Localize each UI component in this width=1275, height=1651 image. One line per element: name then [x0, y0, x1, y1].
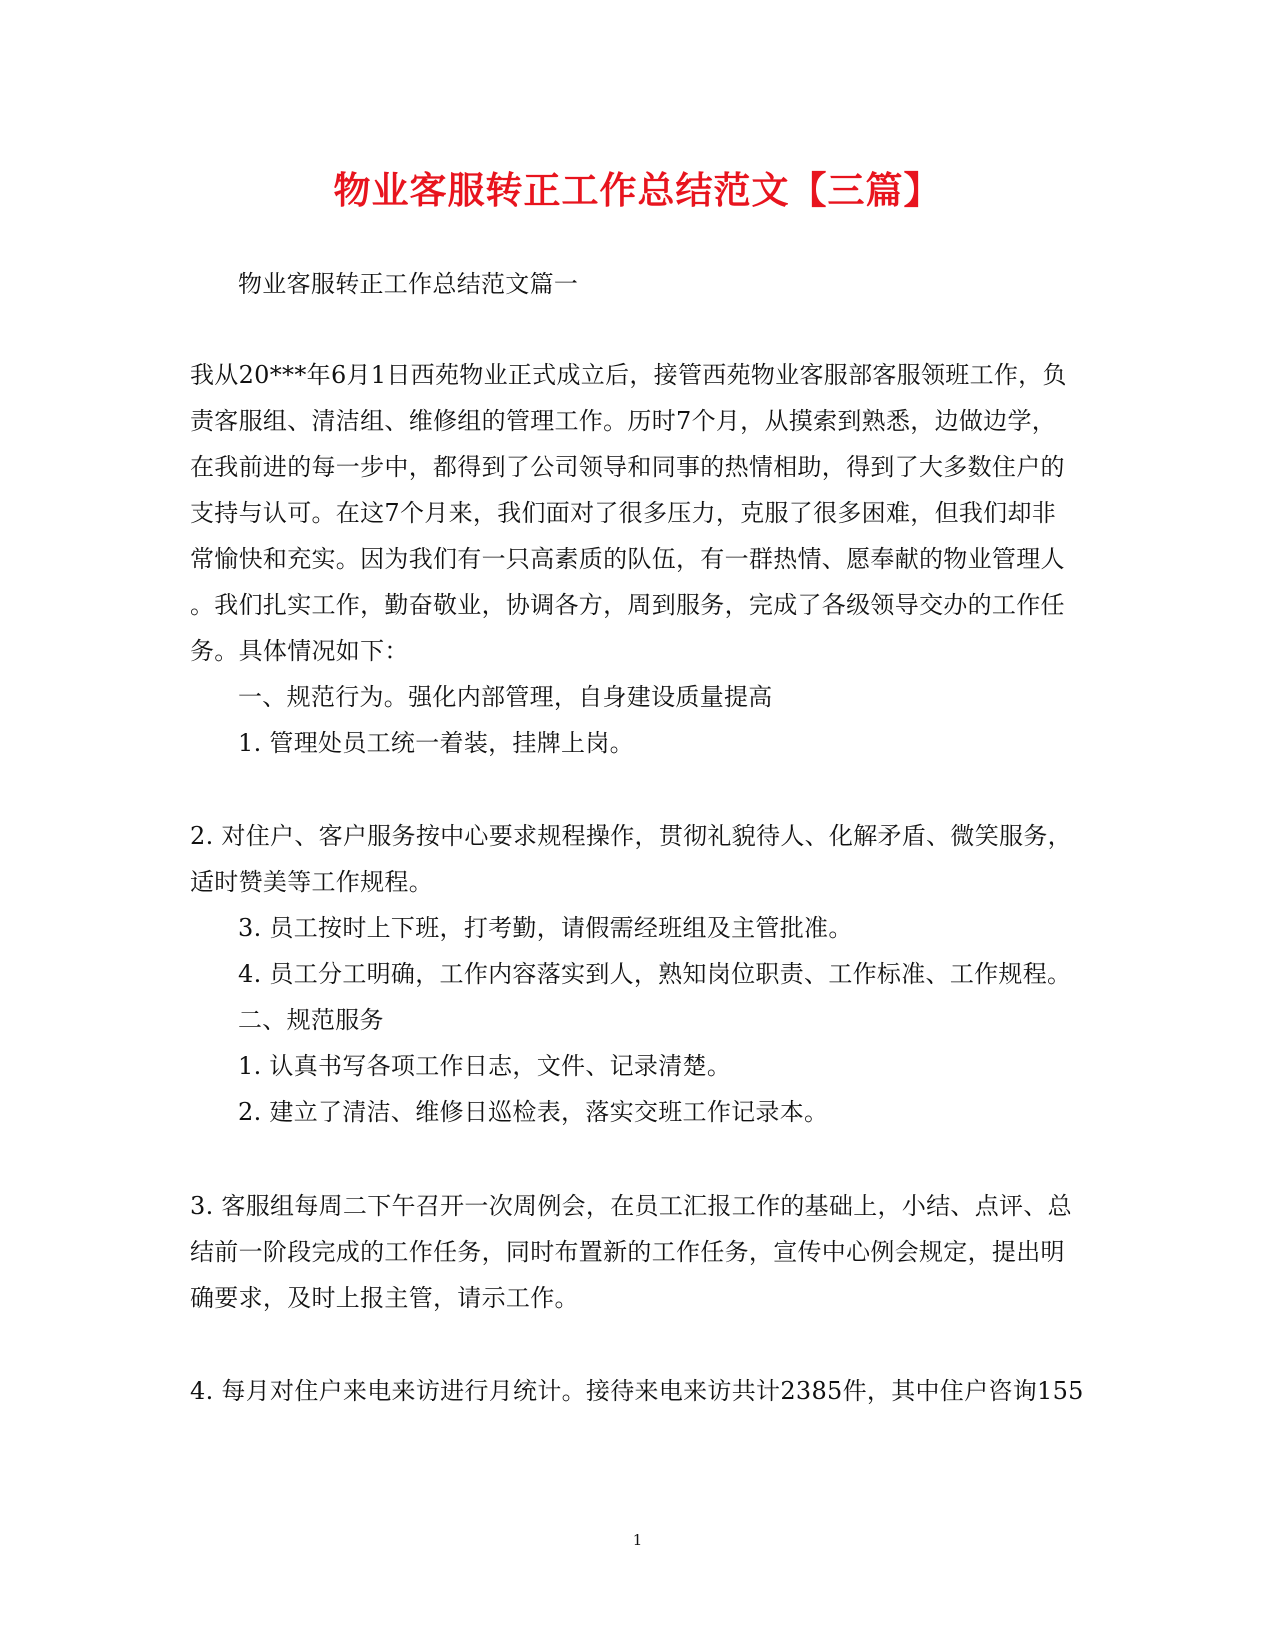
paragraph-line: 我从20***年6月1日西苑物业正式成立后，接管西苑物业客服部客服领班工作，负 — [190, 361, 1067, 389]
subsection-heading-1: 一、规范行为。强化内部管理，自身建设质量提高 — [238, 683, 773, 711]
page-number: 1 — [632, 1531, 643, 1549]
list-item: 1. 认真书写各项工作日志，文件、记录清楚。 — [238, 1052, 732, 1080]
list-item-continuation: 结前一阶段完成的工作任务，同时布置新的工作任务，宣传中心例会规定，提出明 — [190, 1238, 1065, 1266]
list-item: 3. 员工按时上下班，打考勤，请假需经班组及主管批准。 — [238, 914, 853, 942]
document-title: 物业客服转正工作总结范文【三篇】 — [333, 168, 942, 212]
list-item: 4. 每月对住户来电来访进行月统计。接待来电来访共计2385件，其中住户咨询155 — [190, 1377, 1084, 1405]
paragraph-line: 。我们扎实工作，勤奋敬业，协调各方，周到服务，完成了各级领导交办的工作任 — [190, 591, 1065, 619]
paragraph-line: 务。具体情况如下： — [190, 637, 409, 665]
list-item-continuation: 确要求，及时上报主管，请示工作。 — [190, 1284, 579, 1312]
paragraph-line: 支持与认可。在这7个月来，我们面对了很多压力，克服了很多困难，但我们却非 — [190, 499, 1057, 527]
paragraph-line: 常愉快和充实。因为我们有一只高素质的队伍，有一群热情、愿奉献的物业管理人 — [190, 545, 1065, 573]
list-item: 2. 建立了清洁、维修日巡检表，落实交班工作记录本。 — [238, 1098, 829, 1126]
section-heading: 物业客服转正工作总结范文篇一 — [238, 270, 579, 298]
list-item: 4. 员工分工明确，工作内容落实到人，熟知岗位职责、工作标准、工作规程。 — [238, 960, 1072, 988]
paragraph-line: 责客服组、清洁组、维修组的管理工作。历时7个月，从摸索到熟悉，边做边学， — [190, 407, 1057, 435]
list-item: 2. 对住户、客户服务按中心要求规程操作，贯彻礼貌待人、化解矛盾、微笑服务， — [190, 822, 1072, 850]
list-item: 1. 管理处员工统一着装，挂牌上岗。 — [238, 729, 634, 757]
subsection-heading-2: 二、规范服务 — [238, 1006, 384, 1034]
list-item-continuation: 适时赞美等工作规程。 — [190, 868, 433, 896]
list-item: 3. 客服组每周二下午召开一次周例会，在员工汇报工作的基础上，小结、点评、总 — [190, 1192, 1072, 1220]
paragraph-line: 在我前进的每一步中，都得到了公司领导和同事的热情相助，得到了大多数住户的 — [190, 453, 1065, 481]
